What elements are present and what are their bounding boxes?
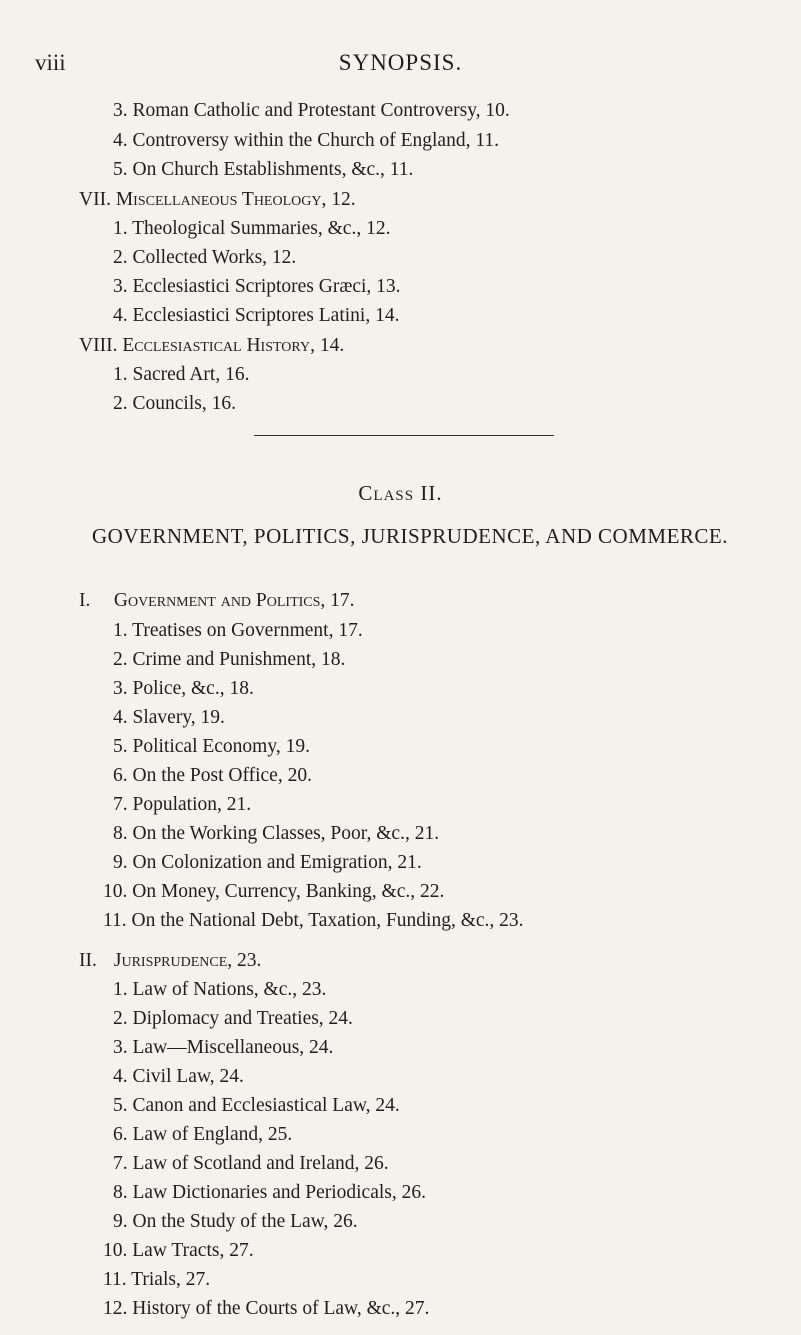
list-item: 12. History of the Courts of Law, &c., 27. — [103, 1298, 430, 1319]
section-heading-viii — [79, 334, 344, 358]
list-item: 7. Population, 21. — [113, 794, 252, 815]
section-numeral: VII. — [79, 189, 111, 210]
list-item: 1. Sacred Art, 16. — [113, 364, 250, 385]
section-title: Government and Politics, 17. — [113, 590, 355, 611]
list-item: 8. On the Working Classes, Poor, &c., 21. — [113, 823, 440, 844]
list-item: 2. Councils, 16. — [113, 393, 236, 414]
list-item: 4. Controversy within the Church of England, 11. — [113, 130, 499, 151]
list-item: 5. Canon and Ecclesiastical Law, 24. — [113, 1095, 400, 1116]
list-item: 9. On Colonization and Emigration, 21. — [113, 852, 422, 873]
list-item: 9. On the Study of the Law, 26. — [113, 1211, 358, 1232]
list-item: 8. Law Dictionaries and Periodicals, 26. — [113, 1182, 426, 1203]
section-heading-i — [79, 589, 355, 613]
list-item: 6. Law of England, 25. — [113, 1124, 293, 1145]
section-heading-ii — [79, 949, 261, 973]
section-title: Jurisprudence, 23. — [113, 950, 262, 971]
list-item: 4. Civil Law, 24. — [113, 1066, 244, 1087]
list-item: 10. On Money, Currency, Banking, &c., 22. — [103, 881, 445, 902]
list-item: 11. On the National Debt, Taxation, Funding, &c., 23. — [103, 910, 524, 931]
list-item: 2. Collected Works, 12. — [113, 247, 297, 268]
section-title: Ecclesiastical History, 14. — [122, 335, 345, 356]
list-item: 4. Slavery, 19. — [113, 707, 225, 728]
list-item: 3. Police, &c., 18. — [113, 678, 254, 699]
list-item: 3. Ecclesiastici Scriptores Græci, 13. — [113, 276, 401, 297]
section-heading-vii — [79, 188, 356, 212]
list-item: 10. Law Tracts, 27. — [103, 1240, 254, 1261]
list-item: 1. Theological Summaries, &c., 12. — [113, 218, 391, 239]
section-title: Miscellaneous Theology, 12. — [115, 189, 356, 210]
list-item: 5. Political Economy, 19. — [113, 736, 310, 757]
running-title: SYNOPSIS. — [338, 50, 463, 75]
list-item: 5. On Church Establishments, &c., 11. — [113, 159, 414, 180]
section-numeral: VIII. — [79, 335, 118, 356]
list-item: 6. On the Post Office, 20. — [113, 765, 312, 786]
list-item: 2. Diplomacy and Treaties, 24. — [113, 1008, 353, 1029]
list-item: 1. Law of Nations, &c., 23. — [113, 979, 327, 1000]
page-header — [0, 50, 801, 80]
page-number: viii — [35, 50, 66, 75]
section-numeral: I. — [79, 590, 91, 611]
list-item: 11. Trials, 27. — [103, 1269, 211, 1290]
class-title: GOVERNMENT, POLITICS, JURISPRUDENCE, AND COMMERCE. — [92, 524, 728, 548]
section-numeral: II. — [79, 950, 97, 971]
list-item: 3. Law—Miscellaneous, 24. — [113, 1037, 334, 1058]
section-divider — [254, 435, 554, 436]
class-heading: Class II. — [358, 481, 443, 505]
list-item: 7. Law of Scotland and Ireland, 26. — [113, 1153, 389, 1174]
list-item: 2. Crime and Punishment, 18. — [113, 649, 346, 670]
list-item: 3. Roman Catholic and Protestant Controversy, 10. — [113, 100, 510, 121]
list-item: 1. Treatises on Government, 17. — [113, 620, 363, 641]
list-item: 4. Ecclesiastici Scriptores Latini, 14. — [113, 305, 400, 326]
